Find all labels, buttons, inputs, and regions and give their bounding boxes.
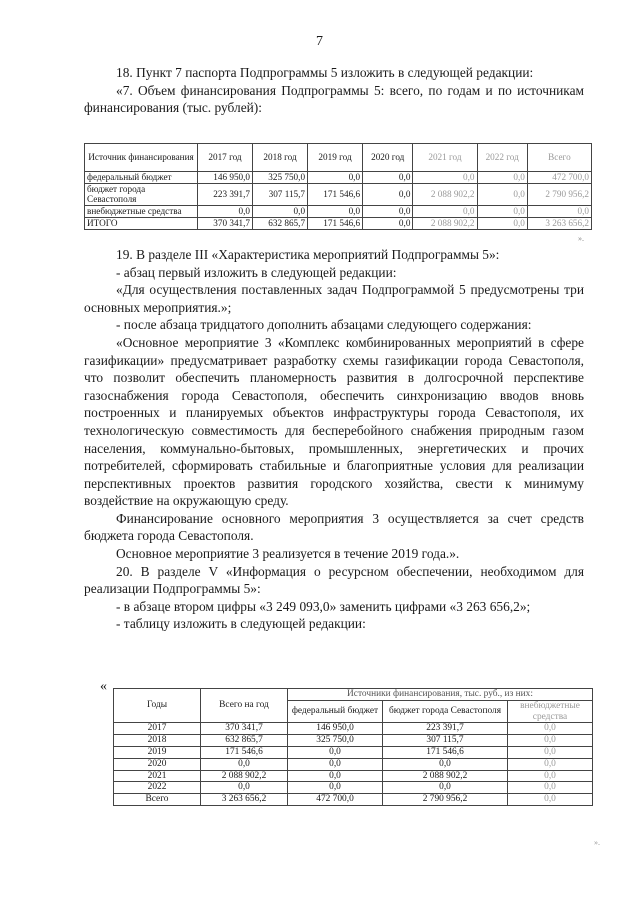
table-cell: внебюджетные средства	[85, 205, 198, 217]
closing-quote-mark: ».	[578, 233, 584, 243]
table-cell: 3 263 656,2	[527, 217, 591, 229]
table-cell: 171 546,6	[308, 183, 363, 205]
paragraph-19-a: - абзац первый изложить в следующей редакции:	[116, 264, 397, 280]
paragraph-19-intro: 19. В разделе III «Характеристика мероприятий Подпрограммы 5»:	[116, 246, 500, 262]
table-cell: 0,0	[508, 735, 593, 747]
table-cell: 632 865,7	[253, 217, 308, 229]
table-cell: 171 546,6	[308, 217, 363, 229]
table-header-cell: Годы	[114, 689, 201, 723]
paragraph-term: Основное мероприятие 3 реализуется в течение 2019 года.».	[116, 546, 460, 562]
paragraph-financing: Финансирование основного мероприятия 3 осуществляется за счет средств бюджета города Севастополя.	[84, 510, 584, 544]
table-cell: 2 790 956,2	[527, 183, 591, 205]
table-row	[114, 746, 593, 758]
table-cell: 2 088 902,2	[201, 770, 288, 782]
table-cell: 0,0	[383, 782, 508, 794]
table-cell: 0,0	[477, 205, 527, 217]
resource-table	[113, 688, 593, 806]
table-cell: 2 790 956,2	[383, 794, 508, 806]
table-cell: 2019	[114, 746, 201, 758]
table-row	[85, 205, 592, 217]
paragraph-19-quote: «Для осуществления поставленных задач Подпрограммой 5 предусмотрены три основных мероприятия.»;	[84, 282, 584, 315]
table-cell: 2020	[114, 758, 201, 770]
table-cell: 307 115,7	[383, 735, 508, 747]
table-cell: 0,0	[508, 758, 593, 770]
table-cell: 0,0	[383, 758, 508, 770]
table-cell: 171 546,6	[201, 746, 288, 758]
table-cell: 0,0	[288, 770, 383, 782]
table-cell: 0,0	[477, 183, 527, 205]
table-cell: бюджет города Севастополя	[85, 183, 198, 205]
table-row	[114, 794, 593, 806]
page-number: 7	[316, 34, 323, 49]
paragraph-19-b: - после абзаца тридцатого дополнить абзацами следующего содержания:	[116, 317, 532, 333]
table-header-row	[114, 689, 593, 701]
table-cell: 0,0	[413, 205, 477, 217]
table-header-cell: внебюджетные средства	[508, 700, 593, 723]
financing-table-passport	[84, 143, 592, 230]
table-cell: 325 750,0	[288, 735, 383, 747]
paragraph-20-b: - таблицу изложить в следующей редакции:	[116, 616, 366, 632]
table-cell: 472 700,0	[288, 794, 383, 806]
table-cell: 0,0	[363, 183, 413, 205]
paragraph-main-event-3: «Основное мероприятие 3 «Комплекс комбинированных мероприятий в сфере газификации» предусматривает разработку схемы газификации города Севастополя, что позволит обеспечить планомерность развития в долгосрочной перспективе газоснабжения города Севастополя, обеспечить синхронизацию вводов вновь построенных и планируемых объектов инфраструктуры города Севастополя, их технологическую совместимость для бесперебойного снабжения природным газом населения, коммунально-бытовых, промышленных, энергетических и прочих потребителей, сформировать стабильные и благоприятные условия для реализации перспективных проектов развития городского хозяйства, свести к минимуму воздействие на окружающую среду.	[84, 334, 584, 509]
table-row	[114, 758, 593, 770]
table-cell: 3 263 656,2	[201, 794, 288, 806]
table-cell: 0,0	[363, 205, 413, 217]
table-row	[85, 217, 592, 229]
table-row	[114, 723, 593, 735]
table-cell: 0,0	[201, 758, 288, 770]
table-cell: 2022	[114, 782, 201, 794]
table-cell: 0,0	[477, 171, 527, 183]
table-cell: 2 088 902,2	[413, 183, 477, 205]
table-cell: 146 950,0	[288, 723, 383, 735]
table-cell: 223 391,7	[198, 183, 253, 205]
opening-quote-mark: «	[100, 679, 107, 694]
table-cell: 2017	[114, 723, 201, 735]
table-row	[85, 171, 592, 183]
table-cell: 0,0	[288, 758, 383, 770]
table-cell: 472 700,0	[527, 171, 591, 183]
paragraph-18-quote	[84, 82, 584, 117]
table-header-cell: Источник финансирования	[85, 143, 198, 171]
table-cell: 0,0	[477, 217, 527, 229]
table-cell: 0,0	[198, 205, 253, 217]
table-header-cell: 2022 год	[477, 143, 527, 171]
para18-line1: 18. Пункт 7 паспорта Подпрограммы 5 изложить в следующей редакции:	[116, 65, 534, 80]
paragraph-20-a: - в абзаце втором цифры «3 249 093,0» заменить цифрами «3 263 656,2»;	[116, 598, 531, 614]
table-header-cell: Источники финансирования, тыс. руб., из них:	[288, 689, 593, 701]
table-cell: 2 088 902,2	[383, 770, 508, 782]
table-cell: 370 341,7	[201, 723, 288, 735]
table-cell: 2021	[114, 770, 201, 782]
table-cell: 0,0	[508, 723, 593, 735]
table-header-row	[85, 143, 592, 171]
closing-quote-mark: ».	[594, 838, 600, 847]
table-cell: федеральный бюджет	[85, 171, 198, 183]
table-row	[114, 735, 593, 747]
paragraph-18	[84, 64, 584, 82]
table-cell: 0,0	[308, 171, 363, 183]
table-cell: 0,0	[288, 746, 383, 758]
table-header-cell: бюджет города Севастополя	[383, 700, 508, 723]
table-cell: 0,0	[508, 746, 593, 758]
table-cell: 632 865,7	[201, 735, 288, 747]
table-cell: 146 950,0	[198, 171, 253, 183]
table-cell: 325 750,0	[253, 171, 308, 183]
table-header-cell: Всего на год	[201, 689, 288, 723]
table-header-cell: 2017 год	[198, 143, 253, 171]
table-cell: 0,0	[363, 217, 413, 229]
document-body	[84, 64, 589, 633]
table-cell: 307 115,7	[253, 183, 308, 205]
table-header-cell: 2019 год	[308, 143, 363, 171]
table-cell: Всего	[114, 794, 201, 806]
table-cell: 0,0	[253, 205, 308, 217]
table-cell: 0,0	[308, 205, 363, 217]
table-cell: ИТОГО	[85, 217, 198, 229]
table-cell: 0,0	[363, 171, 413, 183]
table-cell: 2018	[114, 735, 201, 747]
table-cell: 0,0	[413, 171, 477, 183]
table-cell: 2 088 902,2	[413, 217, 477, 229]
table-cell: 0,0	[201, 782, 288, 794]
table-cell: 171 546,6	[383, 746, 508, 758]
table-cell: 0,0	[527, 205, 591, 217]
table-row	[114, 782, 593, 794]
table-cell: 0,0	[508, 782, 593, 794]
table-cell: 370 341,7	[198, 217, 253, 229]
table-cell: 0,0	[508, 794, 593, 806]
table-row	[85, 183, 592, 205]
table-header-cell: 2018 год	[253, 143, 308, 171]
paragraph-20-intro: 20. В разделе V «Информация о ресурсном обеспечении, необходимом для реализации Подпрограммы 5»:	[84, 563, 584, 597]
table-cell: 0,0	[288, 782, 383, 794]
table-row	[114, 770, 593, 782]
table-header-cell: Всего	[527, 143, 591, 171]
table-cell: 0,0	[508, 770, 593, 782]
table-header-cell: 2021 год	[413, 143, 477, 171]
table-header-cell: 2020 год	[363, 143, 413, 171]
para18-line2: «7. Объем финансирования Подпрограммы 5: всего, по годам и по источникам финансирования (тыс. рублей):	[84, 82, 584, 116]
table-header-cell: федеральный бюджет	[288, 700, 383, 723]
table-cell: 223 391,7	[383, 723, 508, 735]
